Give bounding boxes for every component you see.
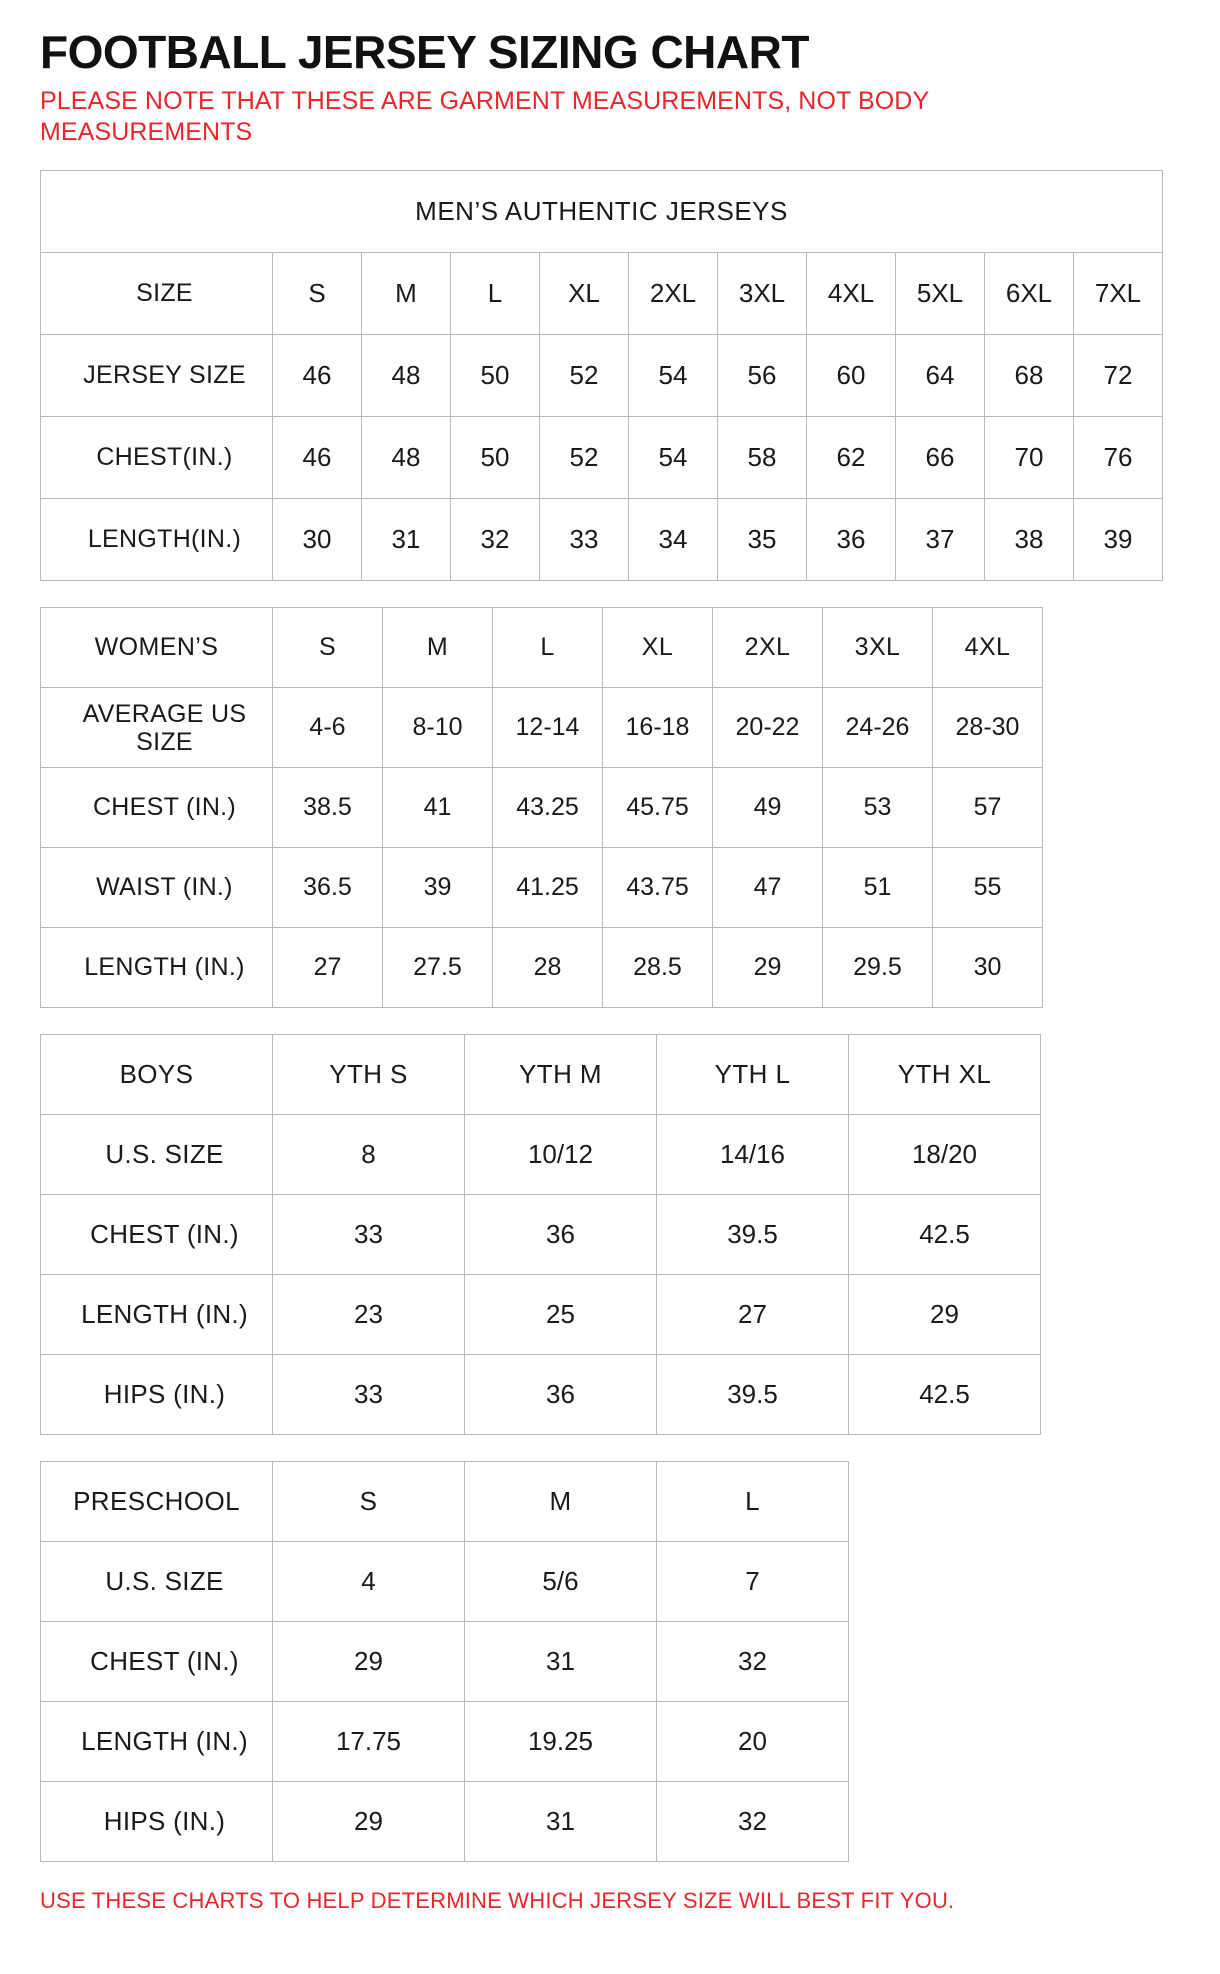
boys-cell: 23: [273, 1275, 465, 1355]
mens-cell: 50: [451, 417, 540, 499]
mens-cell: 38: [985, 499, 1074, 581]
table-row: [41, 1542, 849, 1622]
womens-size-s: S: [273, 608, 383, 688]
mens-size-5xl: 5XL: [896, 253, 985, 335]
womens-row-label: WAIST (IN.): [41, 848, 273, 928]
mens-cell: 46: [273, 335, 362, 417]
womens-cell: 55: [933, 848, 1043, 928]
boys-cell: 36: [465, 1195, 657, 1275]
boys-header-label: BOYS: [41, 1035, 273, 1115]
mens-cell: 70: [985, 417, 1074, 499]
mens-cell: 35: [718, 499, 807, 581]
womens-cell: 41.25: [493, 848, 603, 928]
womens-size-2xl: 2XL: [713, 608, 823, 688]
boys-cell: 42.5: [849, 1355, 1041, 1435]
preschool-cell: 4: [273, 1542, 465, 1622]
table-row: [41, 1702, 849, 1782]
table-row: [41, 1355, 1041, 1435]
preschool-sizing-table: [40, 1461, 849, 1862]
page-subtitle: PLEASE NOTE THAT THESE ARE GARMENT MEASUREMENTS, NOT BODY MEASUREMENTS: [40, 87, 929, 147]
womens-cell: 39: [383, 848, 493, 928]
mens-size-7xl: 7XL: [1074, 253, 1163, 335]
mens-cell: 58: [718, 417, 807, 499]
boys-size-yth-xl: YTH XL: [849, 1035, 1041, 1115]
womens-cell: 8-10: [383, 688, 493, 768]
preschool-row-label: U.S. SIZE: [41, 1542, 273, 1622]
preschool-row-label: HIPS (IN.): [41, 1782, 273, 1862]
boys-cell: 14/16: [657, 1115, 849, 1195]
mens-cell: 32: [451, 499, 540, 581]
womens-size-3xl: 3XL: [823, 608, 933, 688]
preschool-cell: 19.25: [465, 1702, 657, 1782]
boys-cell: 18/20: [849, 1115, 1041, 1195]
womens-row-label: CHEST (IN.): [41, 768, 273, 848]
mens-cell: 33: [540, 499, 629, 581]
preschool-cell: 31: [465, 1622, 657, 1702]
mens-size-4xl: 4XL: [807, 253, 896, 335]
womens-cell: 29: [713, 928, 823, 1008]
mens-size-2xl: 2XL: [629, 253, 718, 335]
preschool-row-label: LENGTH (IN.): [41, 1702, 273, 1782]
boys-cell: 8: [273, 1115, 465, 1195]
mens-size-m: M: [362, 253, 451, 335]
mens-size-label: SIZE: [41, 253, 273, 335]
boys-cell: 39.5: [657, 1355, 849, 1435]
mens-cell: 46: [273, 417, 362, 499]
boys-cell: 27: [657, 1275, 849, 1355]
mens-cell: 48: [362, 417, 451, 499]
page-title: FOOTBALL JERSEY SIZING CHART: [40, 26, 809, 78]
table-row: [41, 1622, 849, 1702]
preschool-size-s: S: [273, 1462, 465, 1542]
table-row: [41, 928, 1043, 1008]
womens-cell: 38.5: [273, 768, 383, 848]
boys-cell: 25: [465, 1275, 657, 1355]
mens-size-6xl: 6XL: [985, 253, 1074, 335]
mens-size-s: S: [273, 253, 362, 335]
preschool-size-l: L: [657, 1462, 849, 1542]
boys-cell: 42.5: [849, 1195, 1041, 1275]
mens-cell: 52: [540, 335, 629, 417]
table-row: [41, 1195, 1041, 1275]
mens-row-label: JERSEY SIZE: [41, 335, 273, 417]
boys-row-label: U.S. SIZE: [41, 1115, 273, 1195]
mens-cell: 66: [896, 417, 985, 499]
womens-size-l: L: [493, 608, 603, 688]
womens-cell: 29.5: [823, 928, 933, 1008]
womens-sizing-table: [40, 607, 1043, 1008]
mens-size-l: L: [451, 253, 540, 335]
boys-sizing-table: [40, 1034, 1041, 1435]
table-row: [41, 417, 1163, 499]
boys-cell: 10/12: [465, 1115, 657, 1195]
mens-sizing-table: [40, 170, 1163, 581]
boys-row-label: CHEST (IN.): [41, 1195, 273, 1275]
womens-cell: 57: [933, 768, 1043, 848]
mens-cell: 68: [985, 335, 1074, 417]
mens-cell: 50: [451, 335, 540, 417]
womens-size-xl: XL: [603, 608, 713, 688]
womens-cell: 36.5: [273, 848, 383, 928]
womens-row-label: AVERAGE US SIZE: [41, 688, 273, 768]
table-row: [41, 335, 1163, 417]
mens-cell: 60: [807, 335, 896, 417]
womens-cell: 45.75: [603, 768, 713, 848]
table-row: [41, 1275, 1041, 1355]
womens-cell: 20-22: [713, 688, 823, 768]
table-row: [41, 608, 1043, 688]
table-row: [41, 1782, 849, 1862]
preschool-cell: 32: [657, 1622, 849, 1702]
mens-cell: 52: [540, 417, 629, 499]
table-row: [41, 171, 1163, 253]
preschool-cell: 29: [273, 1622, 465, 1702]
mens-band-title: MEN’S AUTHENTIC JERSEYS: [41, 171, 1163, 253]
womens-cell: 49: [713, 768, 823, 848]
womens-cell: 43.75: [603, 848, 713, 928]
womens-cell: 4-6: [273, 688, 383, 768]
womens-size-4xl: 4XL: [933, 608, 1043, 688]
womens-cell: 51: [823, 848, 933, 928]
preschool-size-m: M: [465, 1462, 657, 1542]
mens-cell: 54: [629, 417, 718, 499]
mens-cell: 72: [1074, 335, 1163, 417]
boys-cell: 36: [465, 1355, 657, 1435]
womens-row-label: LENGTH (IN.): [41, 928, 273, 1008]
preschool-cell: 5/6: [465, 1542, 657, 1622]
preschool-cell: 7: [657, 1542, 849, 1622]
womens-cell: 30: [933, 928, 1043, 1008]
table-row: [41, 768, 1043, 848]
mens-cell: 31: [362, 499, 451, 581]
preschool-cell: 20: [657, 1702, 849, 1782]
womens-cell: 27.5: [383, 928, 493, 1008]
womens-cell: 12-14: [493, 688, 603, 768]
boys-cell: 29: [849, 1275, 1041, 1355]
mens-cell: 64: [896, 335, 985, 417]
preschool-cell: 29: [273, 1782, 465, 1862]
table-row: [41, 688, 1043, 768]
boys-row-label: HIPS (IN.): [41, 1355, 273, 1435]
boys-size-yth-s: YTH S: [273, 1035, 465, 1115]
mens-cell: 30: [273, 499, 362, 581]
mens-row-label: CHEST(IN.): [41, 417, 273, 499]
mens-cell: 54: [629, 335, 718, 417]
womens-cell: 28-30: [933, 688, 1043, 768]
table-row: [41, 1035, 1041, 1115]
mens-cell: 36: [807, 499, 896, 581]
boys-size-yth-m: YTH M: [465, 1035, 657, 1115]
boys-cell: 33: [273, 1195, 465, 1275]
preschool-header-label: PRESCHOOL: [41, 1462, 273, 1542]
womens-size-m: M: [383, 608, 493, 688]
footer-note: USE THESE CHARTS TO HELP DETERMINE WHICH JERSEY SIZE WILL BEST FIT YOU.: [40, 1888, 955, 1914]
table-row: [41, 1462, 849, 1542]
womens-cell: 28.5: [603, 928, 713, 1008]
womens-cell: 53: [823, 768, 933, 848]
table-row: [41, 253, 1163, 335]
table-row: [41, 499, 1163, 581]
boys-cell: 33: [273, 1355, 465, 1435]
womens-cell: 24-26: [823, 688, 933, 768]
mens-cell: 39: [1074, 499, 1163, 581]
womens-cell: 41: [383, 768, 493, 848]
boys-row-label: LENGTH (IN.): [41, 1275, 273, 1355]
mens-cell: 62: [807, 417, 896, 499]
womens-cell: 16-18: [603, 688, 713, 768]
boys-cell: 39.5: [657, 1195, 849, 1275]
mens-size-3xl: 3XL: [718, 253, 807, 335]
preschool-cell: 31: [465, 1782, 657, 1862]
boys-size-yth-l: YTH L: [657, 1035, 849, 1115]
womens-cell: 28: [493, 928, 603, 1008]
mens-size-xl: XL: [540, 253, 629, 335]
preschool-cell: 17.75: [273, 1702, 465, 1782]
womens-cell: 43.25: [493, 768, 603, 848]
preschool-cell: 32: [657, 1782, 849, 1862]
table-row: [41, 1115, 1041, 1195]
mens-cell: 34: [629, 499, 718, 581]
mens-cell: 76: [1074, 417, 1163, 499]
preschool-row-label: CHEST (IN.): [41, 1622, 273, 1702]
womens-cell: 27: [273, 928, 383, 1008]
table-row: [41, 848, 1043, 928]
mens-cell: 48: [362, 335, 451, 417]
mens-cell: 37: [896, 499, 985, 581]
womens-cell: 47: [713, 848, 823, 928]
mens-cell: 56: [718, 335, 807, 417]
womens-header-label: WOMEN’S: [41, 608, 273, 688]
mens-row-label: LENGTH(IN.): [41, 499, 273, 581]
